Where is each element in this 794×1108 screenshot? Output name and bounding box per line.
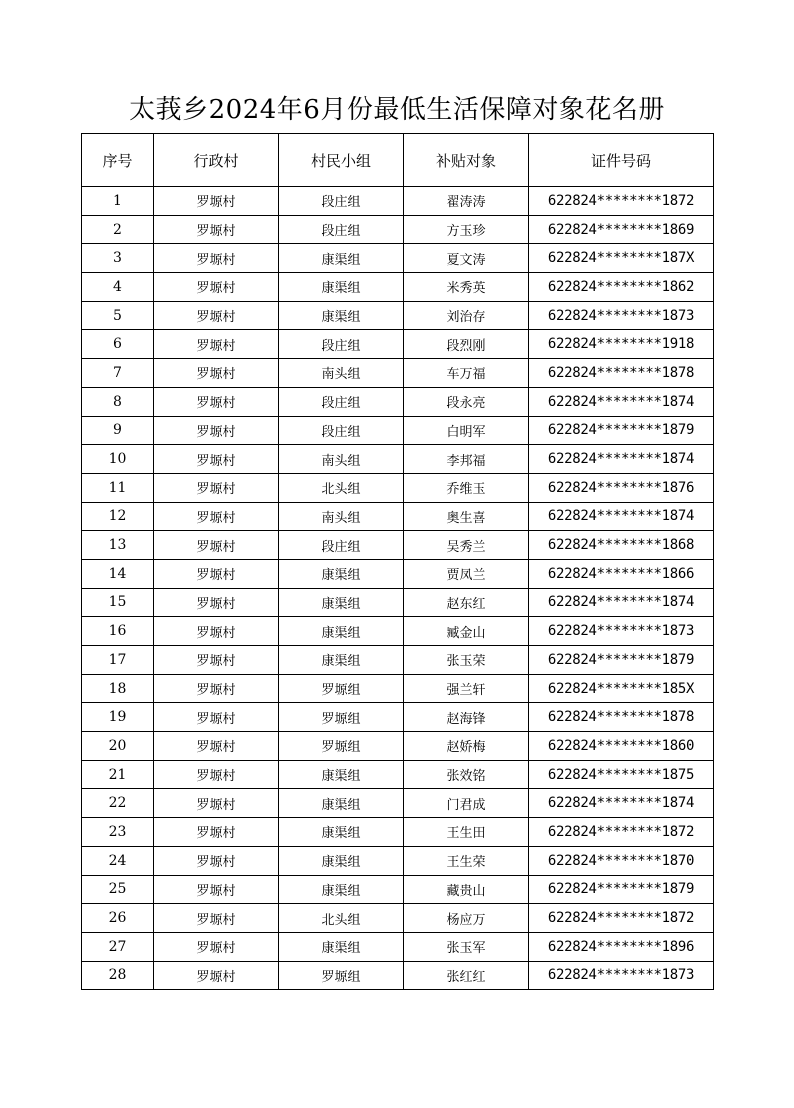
- cell-recipient: 车万福: [404, 359, 529, 388]
- document-title: 太莪乡2024年6月份最低生活保障对象花名册: [129, 95, 665, 125]
- table-row: [82, 789, 714, 818]
- cell-index: 1: [82, 187, 154, 216]
- cell-id-number: 622824********1874: [529, 502, 714, 531]
- cell-index: 15: [82, 588, 154, 617]
- table-row: [82, 703, 714, 732]
- cell-group: 康渠组: [279, 760, 404, 789]
- cell-group: 罗塬组: [279, 674, 404, 703]
- cell-id-number: 622824********1873: [529, 617, 714, 646]
- cell-village: 罗塬村: [154, 502, 279, 531]
- cell-index: 5: [82, 301, 154, 330]
- cell-group: 康渠组: [279, 875, 404, 904]
- cell-id-number: 622824********1879: [529, 416, 714, 445]
- cell-village: 罗塬村: [154, 646, 279, 675]
- cell-village: 罗塬村: [154, 789, 279, 818]
- table-row: [82, 301, 714, 330]
- cell-village: 罗塬村: [154, 215, 279, 244]
- cell-index: 23: [82, 818, 154, 847]
- header-group: 村民小组: [279, 134, 404, 187]
- cell-index: 12: [82, 502, 154, 531]
- cell-recipient: 李邦福: [404, 445, 529, 474]
- cell-village: 罗塬村: [154, 359, 279, 388]
- cell-village: 罗塬村: [154, 531, 279, 560]
- table-row: [82, 961, 714, 990]
- cell-index: 21: [82, 760, 154, 789]
- cell-index: 19: [82, 703, 154, 732]
- cell-id-number: 622824********1866: [529, 559, 714, 588]
- cell-index: 8: [82, 387, 154, 416]
- table-row: [82, 732, 714, 761]
- cell-group: 南头组: [279, 445, 404, 474]
- cell-index: 18: [82, 674, 154, 703]
- cell-group: 康渠组: [279, 932, 404, 961]
- cell-village: 罗塬村: [154, 273, 279, 302]
- cell-village: 罗塬村: [154, 445, 279, 474]
- cell-village: 罗塬村: [154, 301, 279, 330]
- cell-recipient: 乔维玉: [404, 473, 529, 502]
- cell-recipient: 赵东红: [404, 588, 529, 617]
- header-village: 行政村: [154, 134, 279, 187]
- cell-group: 康渠组: [279, 588, 404, 617]
- cell-index: 4: [82, 273, 154, 302]
- cell-index: 11: [82, 473, 154, 502]
- cell-index: 13: [82, 531, 154, 560]
- cell-village: 罗塬村: [154, 244, 279, 273]
- cell-village: 罗塬村: [154, 330, 279, 359]
- table-row: [82, 646, 714, 675]
- cell-recipient: 奥生喜: [404, 502, 529, 531]
- cell-id-number: 622824********1868: [529, 531, 714, 560]
- cell-id-number: 622824********187X: [529, 244, 714, 273]
- cell-group: 罗塬组: [279, 961, 404, 990]
- table-row: [82, 359, 714, 388]
- cell-village: 罗塬村: [154, 559, 279, 588]
- cell-index: 17: [82, 646, 154, 675]
- cell-id-number: 622824********1878: [529, 703, 714, 732]
- cell-group: 北头组: [279, 904, 404, 933]
- cell-index: 10: [82, 445, 154, 474]
- header-index: 序号: [82, 134, 154, 187]
- beneficiary-table: [81, 133, 714, 990]
- cell-village: 罗塬村: [154, 588, 279, 617]
- cell-village: 罗塬村: [154, 818, 279, 847]
- table-row: [82, 473, 714, 502]
- table-row: [82, 273, 714, 302]
- table-row: [82, 244, 714, 273]
- cell-index: 25: [82, 875, 154, 904]
- table-row: [82, 904, 714, 933]
- table-row: [82, 875, 714, 904]
- cell-group: 南头组: [279, 359, 404, 388]
- cell-index: 28: [82, 961, 154, 990]
- cell-recipient: 方玉珍: [404, 215, 529, 244]
- cell-group: 南头组: [279, 502, 404, 531]
- table-body: [82, 187, 714, 990]
- cell-village: 罗塬村: [154, 416, 279, 445]
- cell-village: 罗塬村: [154, 674, 279, 703]
- cell-id-number: 622824********185X: [529, 674, 714, 703]
- cell-recipient: 赵娇梅: [404, 732, 529, 761]
- cell-group: 罗塬组: [279, 703, 404, 732]
- cell-group: 康渠组: [279, 818, 404, 847]
- cell-id-number: 622824********1874: [529, 588, 714, 617]
- cell-village: 罗塬村: [154, 760, 279, 789]
- cell-index: 3: [82, 244, 154, 273]
- cell-id-number: 622824********1874: [529, 789, 714, 818]
- cell-recipient: 白明军: [404, 416, 529, 445]
- cell-village: 罗塬村: [154, 846, 279, 875]
- header-row: [82, 134, 714, 187]
- cell-group: 段庄组: [279, 187, 404, 216]
- cell-recipient: 刘治存: [404, 301, 529, 330]
- cell-village: 罗塬村: [154, 703, 279, 732]
- cell-index: 14: [82, 559, 154, 588]
- table-row: [82, 330, 714, 359]
- cell-recipient: 张效铭: [404, 760, 529, 789]
- cell-id-number: 622824********1896: [529, 932, 714, 961]
- cell-index: 9: [82, 416, 154, 445]
- cell-id-number: 622824********1918: [529, 330, 714, 359]
- cell-index: 22: [82, 789, 154, 818]
- cell-recipient: 张红红: [404, 961, 529, 990]
- table-row: [82, 760, 714, 789]
- cell-id-number: 622824********1874: [529, 445, 714, 474]
- cell-group: 段庄组: [279, 330, 404, 359]
- cell-village: 罗塬村: [154, 187, 279, 216]
- table-row: [82, 445, 714, 474]
- table-row: [82, 818, 714, 847]
- cell-id-number: 622824********1872: [529, 818, 714, 847]
- cell-village: 罗塬村: [154, 617, 279, 646]
- cell-group: 康渠组: [279, 244, 404, 273]
- cell-group: 康渠组: [279, 301, 404, 330]
- cell-group: 段庄组: [279, 387, 404, 416]
- cell-recipient: 王生田: [404, 818, 529, 847]
- table-row: [82, 617, 714, 646]
- cell-index: 26: [82, 904, 154, 933]
- table-row: [82, 932, 714, 961]
- table-row: [82, 559, 714, 588]
- cell-village: 罗塬村: [154, 961, 279, 990]
- header-recipient: 补贴对象: [404, 134, 529, 187]
- table-row: [82, 588, 714, 617]
- table-row: [82, 387, 714, 416]
- cell-group: 段庄组: [279, 531, 404, 560]
- table-row: [82, 215, 714, 244]
- cell-village: 罗塬村: [154, 904, 279, 933]
- cell-id-number: 622824********1872: [529, 904, 714, 933]
- cell-group: 康渠组: [279, 617, 404, 646]
- cell-recipient: 贾凤兰: [404, 559, 529, 588]
- header-id-number: 证件号码: [529, 134, 714, 187]
- cell-id-number: 622824********1870: [529, 846, 714, 875]
- table-row: [82, 502, 714, 531]
- cell-index: 24: [82, 846, 154, 875]
- cell-index: 6: [82, 330, 154, 359]
- cell-group: 康渠组: [279, 789, 404, 818]
- cell-recipient: 夏文涛: [404, 244, 529, 273]
- cell-village: 罗塬村: [154, 932, 279, 961]
- cell-id-number: 622824********1878: [529, 359, 714, 388]
- cell-recipient: 藏贵山: [404, 875, 529, 904]
- cell-group: 康渠组: [279, 273, 404, 302]
- cell-recipient: 臧金山: [404, 617, 529, 646]
- cell-index: 27: [82, 932, 154, 961]
- cell-recipient: 张玉荣: [404, 646, 529, 675]
- cell-group: 罗塬组: [279, 732, 404, 761]
- cell-recipient: 米秀英: [404, 273, 529, 302]
- cell-village: 罗塬村: [154, 473, 279, 502]
- table-row: [82, 846, 714, 875]
- cell-group: 康渠组: [279, 646, 404, 675]
- cell-id-number: 622824********1872: [529, 187, 714, 216]
- cell-recipient: 强兰轩: [404, 674, 529, 703]
- cell-id-number: 622824********1879: [529, 875, 714, 904]
- cell-index: 7: [82, 359, 154, 388]
- cell-recipient: 翟涛涛: [404, 187, 529, 216]
- cell-recipient: 段烈刚: [404, 330, 529, 359]
- cell-recipient: 门君成: [404, 789, 529, 818]
- table-row: [82, 416, 714, 445]
- cell-group: 北头组: [279, 473, 404, 502]
- cell-group: 康渠组: [279, 559, 404, 588]
- table-row: [82, 674, 714, 703]
- cell-id-number: 622824********1873: [529, 301, 714, 330]
- cell-id-number: 622824********1875: [529, 760, 714, 789]
- cell-id-number: 622824********1869: [529, 215, 714, 244]
- cell-id-number: 622824********1860: [529, 732, 714, 761]
- table-row: [82, 531, 714, 560]
- cell-group: 康渠组: [279, 846, 404, 875]
- cell-group: 段庄组: [279, 215, 404, 244]
- cell-recipient: 吴秀兰: [404, 531, 529, 560]
- table-row: [82, 187, 714, 216]
- cell-group: 段庄组: [279, 416, 404, 445]
- cell-recipient: 王生荣: [404, 846, 529, 875]
- cell-id-number: 622824********1876: [529, 473, 714, 502]
- cell-recipient: 杨应万: [404, 904, 529, 933]
- cell-id-number: 622824********1874: [529, 387, 714, 416]
- cell-recipient: 赵海锋: [404, 703, 529, 732]
- cell-id-number: 622824********1879: [529, 646, 714, 675]
- cell-village: 罗塬村: [154, 387, 279, 416]
- cell-recipient: 段永亮: [404, 387, 529, 416]
- cell-index: 16: [82, 617, 154, 646]
- cell-id-number: 622824********1873: [529, 961, 714, 990]
- cell-index: 20: [82, 732, 154, 761]
- cell-village: 罗塬村: [154, 875, 279, 904]
- cell-id-number: 622824********1862: [529, 273, 714, 302]
- cell-recipient: 张玉军: [404, 932, 529, 961]
- cell-index: 2: [82, 215, 154, 244]
- cell-village: 罗塬村: [154, 732, 279, 761]
